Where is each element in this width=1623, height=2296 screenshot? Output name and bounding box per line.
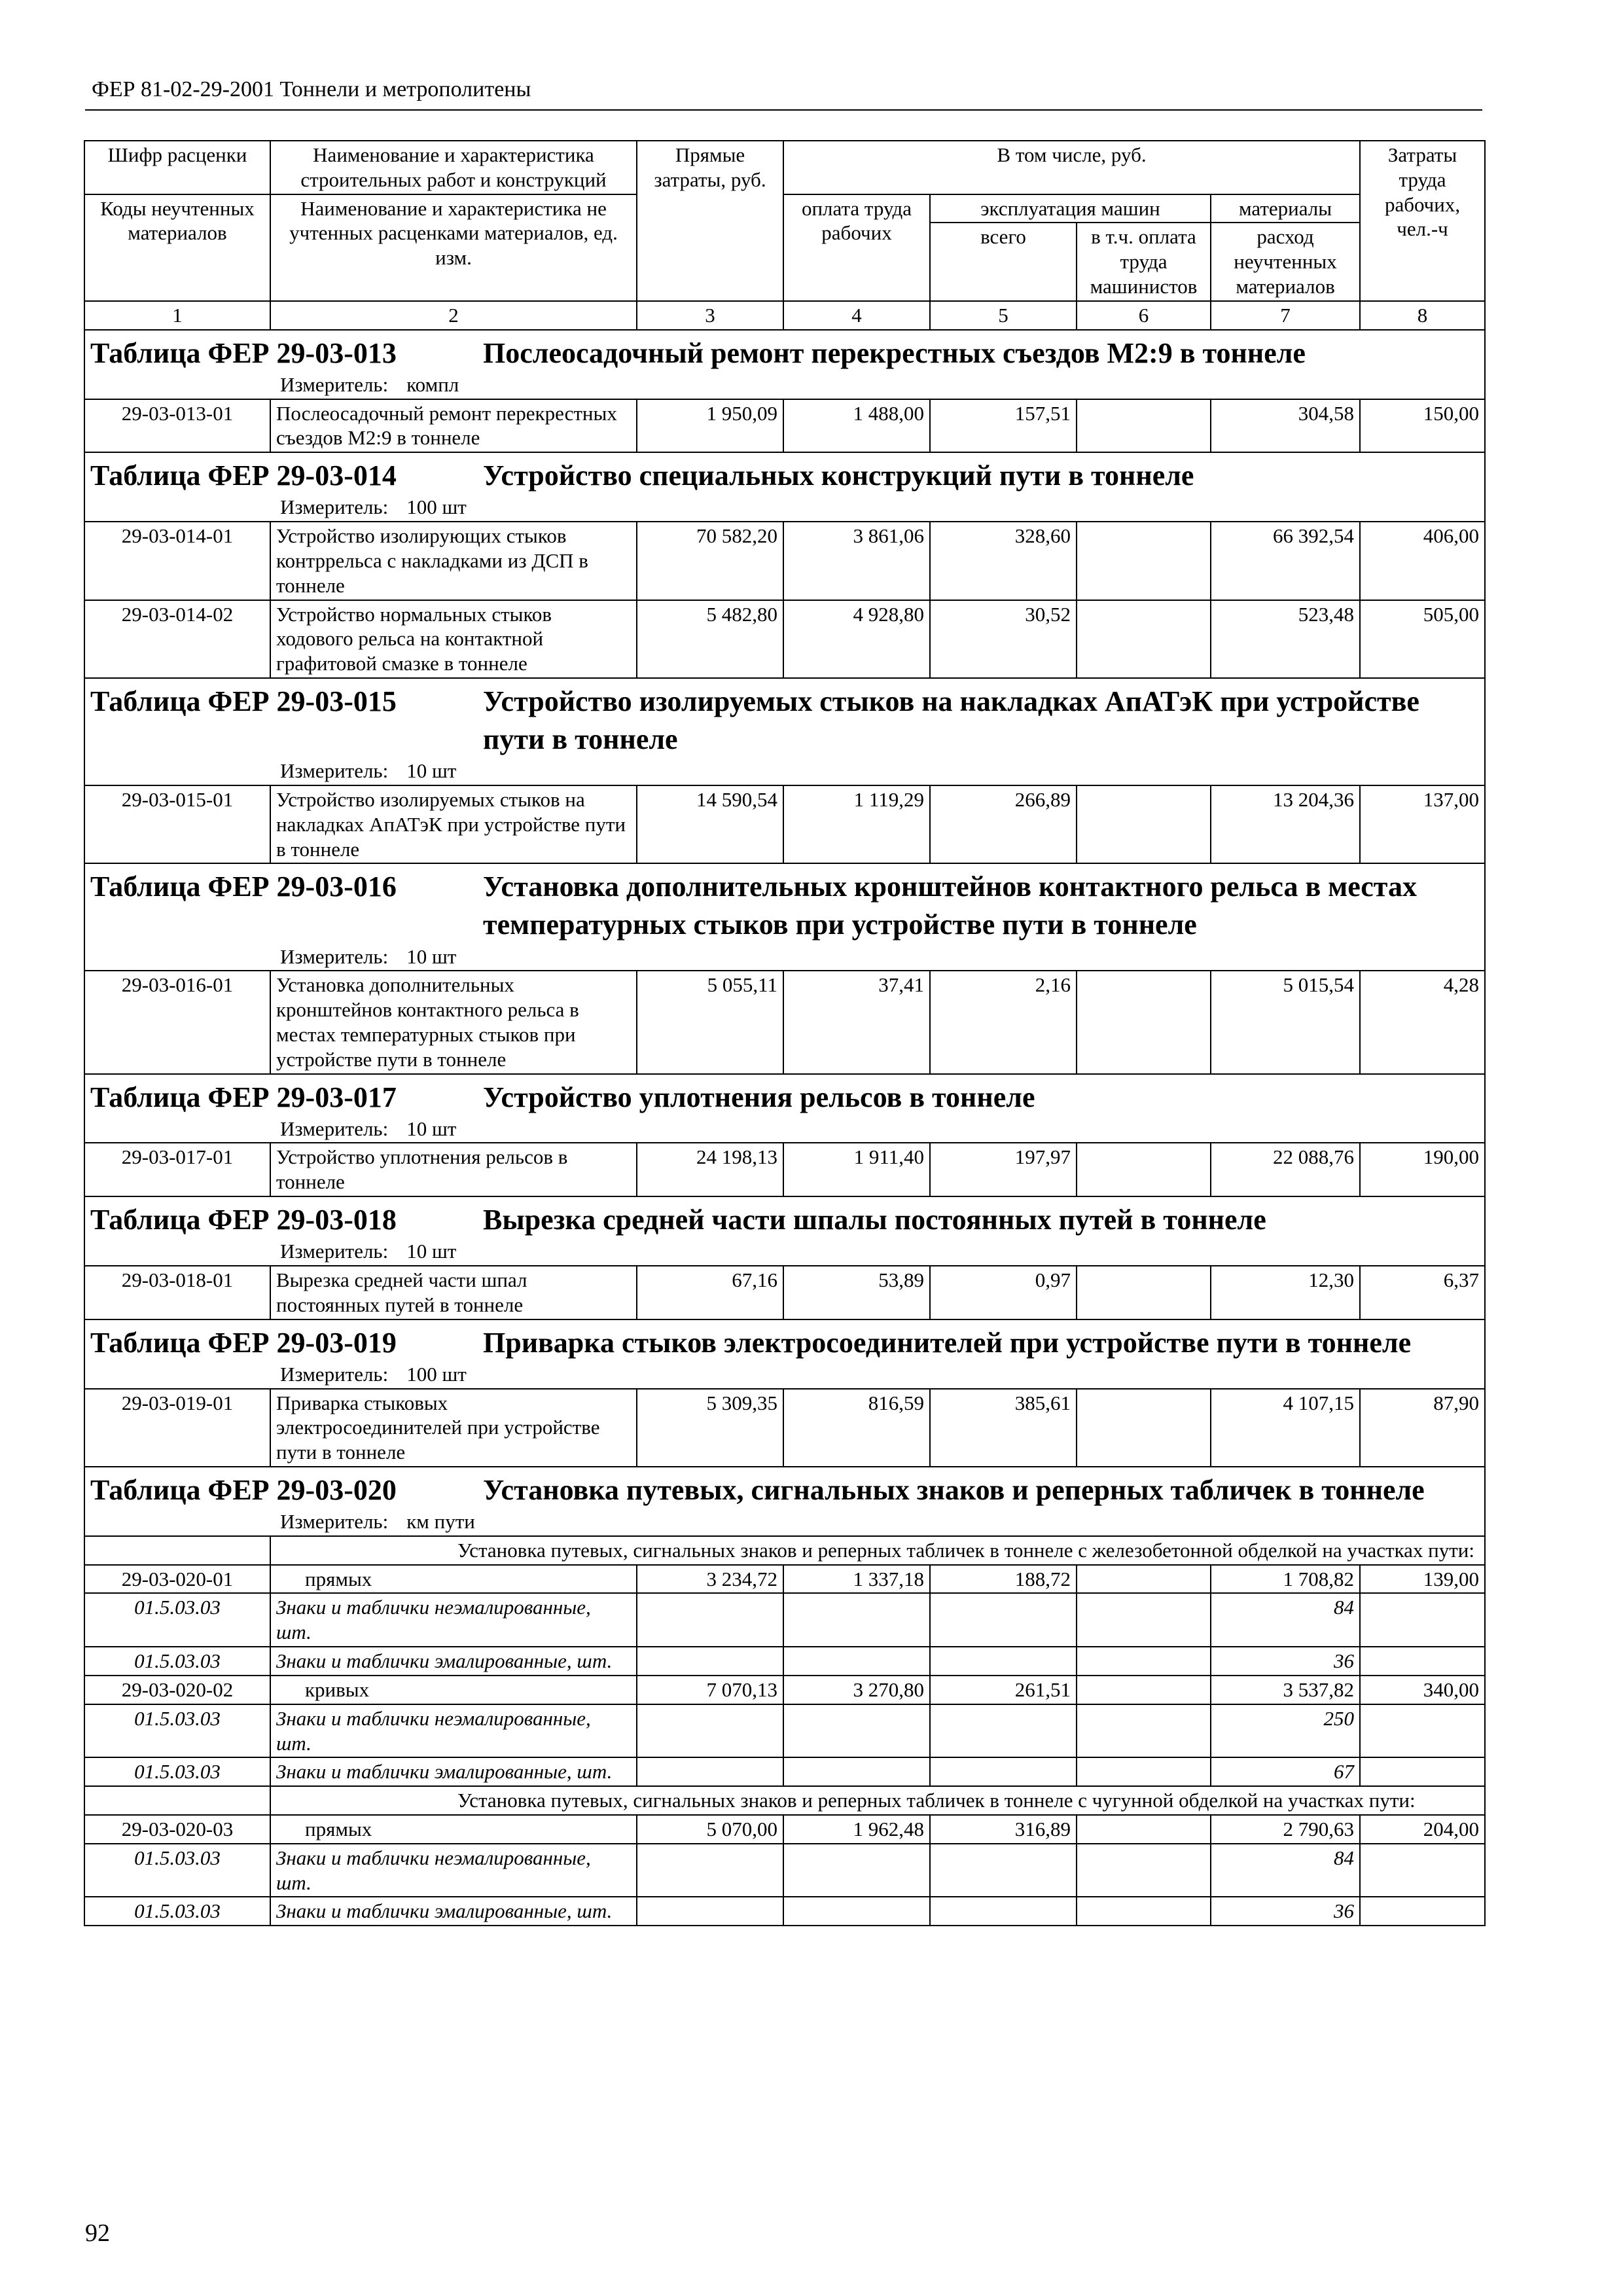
meter-unit: 10 шт bbox=[406, 1117, 457, 1140]
materials-cost: 523,48 bbox=[1211, 600, 1360, 678]
rate-row bbox=[84, 399, 1485, 453]
machinists-pay bbox=[1077, 971, 1211, 1073]
material-row bbox=[84, 1844, 1485, 1897]
material-qty: 84 bbox=[1211, 1844, 1360, 1897]
empty-cell bbox=[930, 1704, 1077, 1758]
material-name: Знаки и таблички неэмалированные, шт. bbox=[270, 1593, 637, 1647]
empty-cell bbox=[1360, 1757, 1485, 1786]
table-title-row bbox=[84, 1074, 1485, 1117]
table-label: Таблица ФЕР 29-03-019 bbox=[90, 1326, 397, 1359]
meter-unit: 10 шт bbox=[406, 759, 457, 783]
material-name: Знаки и таблички неэмалированные, шт. bbox=[270, 1704, 637, 1758]
table-label: Таблица ФЕР 29-03-015 bbox=[90, 685, 397, 717]
labor-hours: 204,00 bbox=[1360, 1815, 1485, 1844]
meter-unit: 100 шт bbox=[406, 1362, 467, 1386]
col-number: 2 bbox=[270, 301, 637, 330]
empty-cell bbox=[783, 1647, 930, 1676]
machinists-pay bbox=[1077, 1143, 1211, 1196]
meter-row bbox=[84, 1117, 1485, 1143]
header-rule bbox=[85, 109, 1482, 111]
table-title-cell bbox=[84, 1074, 1485, 1117]
empty-cell bbox=[930, 1897, 1077, 1926]
empty-cell bbox=[783, 1704, 930, 1758]
table-title-row bbox=[84, 1196, 1485, 1239]
rate-row bbox=[84, 1266, 1485, 1319]
machinists-pay bbox=[1077, 522, 1211, 600]
materials-cost: 5 015,54 bbox=[1211, 971, 1360, 1073]
meter bbox=[90, 944, 1479, 969]
meter-row bbox=[84, 759, 1485, 785]
machines-total: 2,16 bbox=[930, 971, 1077, 1073]
header-v-tom-chisle: В том числе, руб. bbox=[783, 141, 1360, 194]
labor-pay: 1 911,40 bbox=[783, 1143, 930, 1196]
meter-row bbox=[84, 495, 1485, 522]
empty-cell bbox=[1360, 1704, 1485, 1758]
labor-hours: 139,00 bbox=[1360, 1565, 1485, 1594]
rate-code: 29-03-017-01 bbox=[84, 1143, 270, 1196]
material-name: Знаки и таблички эмалированные, шт. bbox=[270, 1647, 637, 1676]
machines-total: 0,97 bbox=[930, 1266, 1077, 1319]
empty-cell bbox=[637, 1844, 783, 1897]
empty-cell bbox=[783, 1757, 930, 1786]
col-number: 1 bbox=[84, 301, 270, 330]
material-qty: 250 bbox=[1211, 1704, 1360, 1758]
table-body bbox=[84, 141, 1485, 1926]
table-title-cell bbox=[84, 678, 1485, 759]
direct-costs: 5 482,80 bbox=[637, 600, 783, 678]
rate-row bbox=[84, 1389, 1485, 1467]
rate-name: Устройство изолирующих стыков контррельса с накладками из ДСП в тоннеле bbox=[270, 522, 637, 600]
material-qty: 36 bbox=[1211, 1647, 1360, 1676]
meter-unit: компл bbox=[406, 372, 459, 396]
rate-row bbox=[84, 1565, 1485, 1594]
direct-costs: 24 198,13 bbox=[637, 1143, 783, 1196]
table-title bbox=[90, 1324, 1479, 1362]
empty-cell bbox=[1077, 1757, 1211, 1786]
meter-unit: км пути bbox=[406, 1510, 475, 1534]
table-title-row bbox=[84, 863, 1485, 944]
col-number: 6 bbox=[1077, 301, 1211, 330]
direct-costs: 5 070,00 bbox=[637, 1815, 783, 1844]
table-title-row bbox=[84, 330, 1485, 372]
empty-cell bbox=[1077, 1593, 1211, 1647]
table-title-cell bbox=[84, 1319, 1485, 1362]
machines-total: 197,97 bbox=[930, 1143, 1077, 1196]
meter bbox=[90, 495, 1479, 520]
table-name: Установка путевых, сигнальных знаков и реперных табличек в тоннеле bbox=[483, 1473, 1425, 1506]
empty-cell bbox=[637, 1593, 783, 1647]
header-v-t-ch: в т.ч. оплата труда машинистов bbox=[1077, 223, 1211, 300]
material-name: Знаки и таблички эмалированные, шт. bbox=[270, 1757, 637, 1786]
table-label: Таблица ФЕР 29-03-018 bbox=[90, 1204, 397, 1236]
rate-name: прямых bbox=[270, 1565, 637, 1594]
header-vsego: всего bbox=[930, 223, 1077, 300]
table-title-row bbox=[84, 1467, 1485, 1509]
table-title-row bbox=[84, 1319, 1485, 1362]
table-label: Таблица ФЕР 29-03-017 bbox=[90, 1081, 397, 1113]
empty-cell bbox=[930, 1647, 1077, 1676]
meter-row bbox=[84, 1362, 1485, 1389]
direct-costs: 1 950,09 bbox=[637, 399, 783, 453]
materials-cost: 304,58 bbox=[1211, 399, 1360, 453]
direct-costs: 5 055,11 bbox=[637, 971, 783, 1073]
col-number: 7 bbox=[1211, 301, 1360, 330]
meter-label: Измеритель: bbox=[280, 759, 389, 783]
meter-row bbox=[84, 1239, 1485, 1266]
material-code: 01.5.03.03 bbox=[84, 1897, 270, 1926]
machinists-pay bbox=[1077, 600, 1211, 678]
col-number: 3 bbox=[637, 301, 783, 330]
labor-hours: 150,00 bbox=[1360, 399, 1485, 453]
empty-cell bbox=[637, 1704, 783, 1758]
labor-pay: 3 270,80 bbox=[783, 1676, 930, 1704]
empty-cell bbox=[637, 1757, 783, 1786]
labor-pay: 1 488,00 bbox=[783, 399, 930, 453]
meter-label: Измеритель: bbox=[280, 1362, 389, 1386]
rate-code: 29-03-019-01 bbox=[84, 1389, 270, 1467]
meter-label: Измеритель: bbox=[280, 1117, 389, 1140]
table-title-cell bbox=[84, 1196, 1485, 1239]
rate-name: Устройство изолируемых стыков на накладках АпАТэК при устройстве пути в тоннеле bbox=[270, 785, 637, 863]
labor-pay: 816,59 bbox=[783, 1389, 930, 1467]
header-kody: Коды неучтенных материалов bbox=[84, 194, 270, 301]
table-label: Таблица ФЕР 29-03-014 bbox=[90, 459, 397, 492]
rate-name: Приварка стыковых электросоединителей при устройстве пути в тоннеле bbox=[270, 1389, 637, 1467]
material-qty: 67 bbox=[1211, 1757, 1360, 1786]
table-title bbox=[90, 334, 1479, 372]
labor-pay: 1 962,48 bbox=[783, 1815, 930, 1844]
rate-code: 29-03-018-01 bbox=[84, 1266, 270, 1319]
empty-cell bbox=[84, 1786, 270, 1815]
table-name: Устройство уплотнения рельсов в тоннеле bbox=[483, 1081, 1035, 1113]
direct-costs: 3 234,72 bbox=[637, 1565, 783, 1594]
empty-cell bbox=[1360, 1844, 1485, 1897]
meter-unit: 10 шт bbox=[406, 1240, 457, 1263]
rate-code: 29-03-014-01 bbox=[84, 522, 270, 600]
empty-cell bbox=[783, 1897, 930, 1926]
rate-name: Вырезка средней части шпал постоянных путей в тоннеле bbox=[270, 1266, 637, 1319]
header-row-1 bbox=[84, 141, 1485, 194]
rates-table bbox=[84, 140, 1486, 1926]
table-title-row bbox=[84, 452, 1485, 495]
meter-cell bbox=[84, 1362, 1485, 1389]
rate-row bbox=[84, 600, 1485, 678]
empty-cell bbox=[637, 1647, 783, 1676]
rate-name: Устройство уплотнения рельсов в тоннеле bbox=[270, 1143, 637, 1196]
meter bbox=[90, 372, 1479, 397]
table-label: Таблица ФЕР 29-03-013 bbox=[90, 336, 397, 369]
col-number: 5 bbox=[930, 301, 1077, 330]
empty-cell bbox=[783, 1593, 930, 1647]
subheading: Установка путевых, сигнальных знаков и реперных табличек в тоннеле с железобетонной обделкой на участках пути: bbox=[270, 1536, 1485, 1565]
machinists-pay bbox=[1077, 1389, 1211, 1467]
labor-hours: 340,00 bbox=[1360, 1676, 1485, 1704]
material-row bbox=[84, 1647, 1485, 1676]
machines-total: 385,61 bbox=[930, 1389, 1077, 1467]
labor-hours: 190,00 bbox=[1360, 1143, 1485, 1196]
meter bbox=[90, 1362, 1479, 1387]
subheading: Установка путевых, сигнальных знаков и реперных табличек в тоннеле с чугунной обделкой на участках пути: bbox=[270, 1786, 1485, 1815]
page-header: ФЕР 81-02-29-2001 Тоннели и метрополитены bbox=[92, 77, 531, 101]
empty-cell bbox=[1077, 1897, 1211, 1926]
machinists-pay bbox=[1077, 1676, 1211, 1704]
table-title bbox=[90, 1079, 1479, 1117]
machines-total: 30,52 bbox=[930, 600, 1077, 678]
machines-total: 266,89 bbox=[930, 785, 1077, 863]
material-name: Знаки и таблички эмалированные, шт. bbox=[270, 1897, 637, 1926]
meter-cell bbox=[84, 372, 1485, 399]
machinists-pay bbox=[1077, 1565, 1211, 1594]
material-qty: 84 bbox=[1211, 1593, 1360, 1647]
page-number: 92 bbox=[85, 2219, 110, 2247]
material-row bbox=[84, 1704, 1485, 1758]
table-name: Устройство специальных конструкций пути в тоннеле bbox=[483, 459, 1194, 492]
direct-costs: 70 582,20 bbox=[637, 522, 783, 600]
materials-cost: 13 204,36 bbox=[1211, 785, 1360, 863]
labor-hours: 505,00 bbox=[1360, 600, 1485, 678]
rate-code: 29-03-020-01 bbox=[84, 1565, 270, 1594]
rate-row bbox=[84, 1676, 1485, 1704]
rate-code: 29-03-020-02 bbox=[84, 1676, 270, 1704]
labor-hours: 4,28 bbox=[1360, 971, 1485, 1073]
col-number: 8 bbox=[1360, 301, 1485, 330]
meter-label: Измеритель: bbox=[280, 1240, 389, 1263]
rate-name: Устройство нормальных стыков ходового рельса на контактной графитовой смазке в тоннеле bbox=[270, 600, 637, 678]
meter-label: Измеритель: bbox=[280, 495, 389, 519]
meter-unit: 10 шт bbox=[406, 944, 457, 968]
header-naim-top: Наименование и характеристика строительных работ и конструкций bbox=[270, 141, 637, 194]
rate-code: 29-03-020-03 bbox=[84, 1815, 270, 1844]
empty-cell bbox=[84, 1536, 270, 1565]
material-row bbox=[84, 1897, 1485, 1926]
rate-code: 29-03-014-02 bbox=[84, 600, 270, 678]
meter-row bbox=[84, 372, 1485, 399]
meter-cell bbox=[84, 1117, 1485, 1143]
meter-cell bbox=[84, 495, 1485, 522]
material-qty: 36 bbox=[1211, 1897, 1360, 1926]
material-name: Знаки и таблички неэмалированные, шт. bbox=[270, 1844, 637, 1897]
meter-label: Измеритель: bbox=[280, 372, 389, 396]
empty-cell bbox=[930, 1593, 1077, 1647]
empty-cell bbox=[1360, 1647, 1485, 1676]
rate-name: прямых bbox=[270, 1815, 637, 1844]
rate-row bbox=[84, 785, 1485, 863]
header-pryamye: Прямые затраты, руб. bbox=[637, 141, 783, 301]
materials-cost: 2 790,63 bbox=[1211, 1815, 1360, 1844]
machines-total: 328,60 bbox=[930, 522, 1077, 600]
header-zatraty: Затраты труда рабочих, чел.-ч bbox=[1360, 141, 1485, 301]
meter-unit: 100 шт bbox=[406, 495, 467, 519]
direct-costs: 67,16 bbox=[637, 1266, 783, 1319]
header-ekspluatatsiya: эксплуатация машин bbox=[930, 194, 1211, 223]
empty-cell bbox=[1360, 1897, 1485, 1926]
materials-cost: 66 392,54 bbox=[1211, 522, 1360, 600]
labor-hours: 406,00 bbox=[1360, 522, 1485, 600]
header-row-2 bbox=[84, 194, 1485, 223]
column-numbers-row bbox=[84, 301, 1485, 330]
empty-cell bbox=[1077, 1647, 1211, 1676]
subheading-row bbox=[84, 1536, 1485, 1565]
meter-cell bbox=[84, 759, 1485, 785]
meter-cell bbox=[84, 1509, 1485, 1536]
material-code: 01.5.03.03 bbox=[84, 1593, 270, 1647]
machinists-pay bbox=[1077, 1815, 1211, 1844]
machines-total: 188,72 bbox=[930, 1565, 1077, 1594]
header-materialy: материалы bbox=[1211, 194, 1360, 223]
meter bbox=[90, 1117, 1479, 1141]
header-shifr: Шифр расценки bbox=[84, 141, 270, 194]
header-naim-bottom: Наименование и характеристика не учтенных расценками материалов, ед. изм. bbox=[270, 194, 637, 301]
empty-cell bbox=[930, 1844, 1077, 1897]
rate-row bbox=[84, 522, 1485, 600]
table-title-cell bbox=[84, 863, 1485, 944]
machines-total: 157,51 bbox=[930, 399, 1077, 453]
table-title bbox=[90, 457, 1479, 495]
meter-row bbox=[84, 944, 1485, 971]
rate-row bbox=[84, 1815, 1485, 1844]
empty-cell bbox=[1360, 1593, 1485, 1647]
table-name: Послеосадочный ремонт перекрестных съездов М2:9 в тоннеле bbox=[483, 336, 1306, 369]
table-title-row bbox=[84, 678, 1485, 759]
empty-cell bbox=[783, 1844, 930, 1897]
material-code: 01.5.03.03 bbox=[84, 1704, 270, 1758]
empty-cell bbox=[930, 1757, 1077, 1786]
labor-pay: 1 119,29 bbox=[783, 785, 930, 863]
material-row bbox=[84, 1593, 1485, 1647]
table-name: Приварка стыков электросоединителей при устройстве пути в тоннеле bbox=[483, 1326, 1412, 1359]
empty-cell bbox=[1077, 1704, 1211, 1758]
meter-row bbox=[84, 1509, 1485, 1536]
labor-hours: 137,00 bbox=[1360, 785, 1485, 863]
direct-costs: 14 590,54 bbox=[637, 785, 783, 863]
rate-name: кривых bbox=[270, 1676, 637, 1704]
table-title bbox=[90, 868, 1479, 944]
empty-cell bbox=[637, 1897, 783, 1926]
table-title bbox=[90, 683, 1479, 759]
meter-cell bbox=[84, 1239, 1485, 1266]
rate-row bbox=[84, 1143, 1485, 1196]
table-name: Устройство изолируемых стыков на накладках АпАТэК при устройстве пути в тоннеле bbox=[483, 685, 1419, 756]
header-raskhod: расход неучтенных материалов bbox=[1211, 223, 1360, 300]
rate-name: Послеосадочный ремонт перекрестных съездов М2:9 в тоннеле bbox=[270, 399, 637, 453]
col-number: 4 bbox=[783, 301, 930, 330]
material-code: 01.5.03.03 bbox=[84, 1844, 270, 1897]
rate-row bbox=[84, 971, 1485, 1073]
table-name: Вырезка средней части шпалы постоянных путей в тоннеле bbox=[483, 1204, 1266, 1236]
header-oplata-truda: оплата труда рабочих bbox=[783, 194, 930, 301]
machinists-pay bbox=[1077, 1266, 1211, 1319]
labor-pay: 53,89 bbox=[783, 1266, 930, 1319]
materials-cost: 12,30 bbox=[1211, 1266, 1360, 1319]
material-code: 01.5.03.03 bbox=[84, 1757, 270, 1786]
materials-cost: 22 088,76 bbox=[1211, 1143, 1360, 1196]
table-title-cell bbox=[84, 452, 1485, 495]
meter bbox=[90, 759, 1479, 783]
direct-costs: 5 309,35 bbox=[637, 1389, 783, 1467]
rate-code: 29-03-016-01 bbox=[84, 971, 270, 1073]
direct-costs: 7 070,13 bbox=[637, 1676, 783, 1704]
machines-total: 316,89 bbox=[930, 1815, 1077, 1844]
labor-pay: 4 928,80 bbox=[783, 600, 930, 678]
material-code: 01.5.03.03 bbox=[84, 1647, 270, 1676]
table-title-cell bbox=[84, 330, 1485, 372]
machinists-pay bbox=[1077, 399, 1211, 453]
labor-pay: 37,41 bbox=[783, 971, 930, 1073]
materials-cost: 3 537,82 bbox=[1211, 1676, 1360, 1704]
materials-cost: 1 708,82 bbox=[1211, 1565, 1360, 1594]
machinists-pay bbox=[1077, 785, 1211, 863]
rate-name: Установка дополнительных кронштейнов контактного рельса в местах температурных стыков при устройстве пути в тоннеле bbox=[270, 971, 637, 1073]
table-label: Таблица ФЕР 29-03-016 bbox=[90, 870, 397, 903]
rate-code: 29-03-013-01 bbox=[84, 399, 270, 453]
labor-hours: 87,90 bbox=[1360, 1389, 1485, 1467]
subheading-row bbox=[84, 1786, 1485, 1815]
empty-cell bbox=[1077, 1844, 1211, 1897]
labor-pay: 3 861,06 bbox=[783, 522, 930, 600]
meter-label: Измеритель: bbox=[280, 1510, 389, 1534]
materials-cost: 4 107,15 bbox=[1211, 1389, 1360, 1467]
machines-total: 261,51 bbox=[930, 1676, 1077, 1704]
table-title bbox=[90, 1201, 1479, 1239]
rate-code: 29-03-015-01 bbox=[84, 785, 270, 863]
table-name: Установка дополнительных кронштейнов контактного рельса в местах температурных стыков при устройстве пути в тоннеле bbox=[483, 870, 1417, 941]
meter-cell bbox=[84, 944, 1485, 971]
table-title bbox=[90, 1471, 1479, 1509]
meter bbox=[90, 1239, 1479, 1264]
meter-label: Измеритель: bbox=[280, 944, 389, 968]
meter bbox=[90, 1509, 1479, 1534]
labor-pay: 1 337,18 bbox=[783, 1565, 930, 1594]
table-label: Таблица ФЕР 29-03-020 bbox=[90, 1473, 397, 1506]
material-row bbox=[84, 1757, 1485, 1786]
table-title-cell bbox=[84, 1467, 1485, 1509]
labor-hours: 6,37 bbox=[1360, 1266, 1485, 1319]
